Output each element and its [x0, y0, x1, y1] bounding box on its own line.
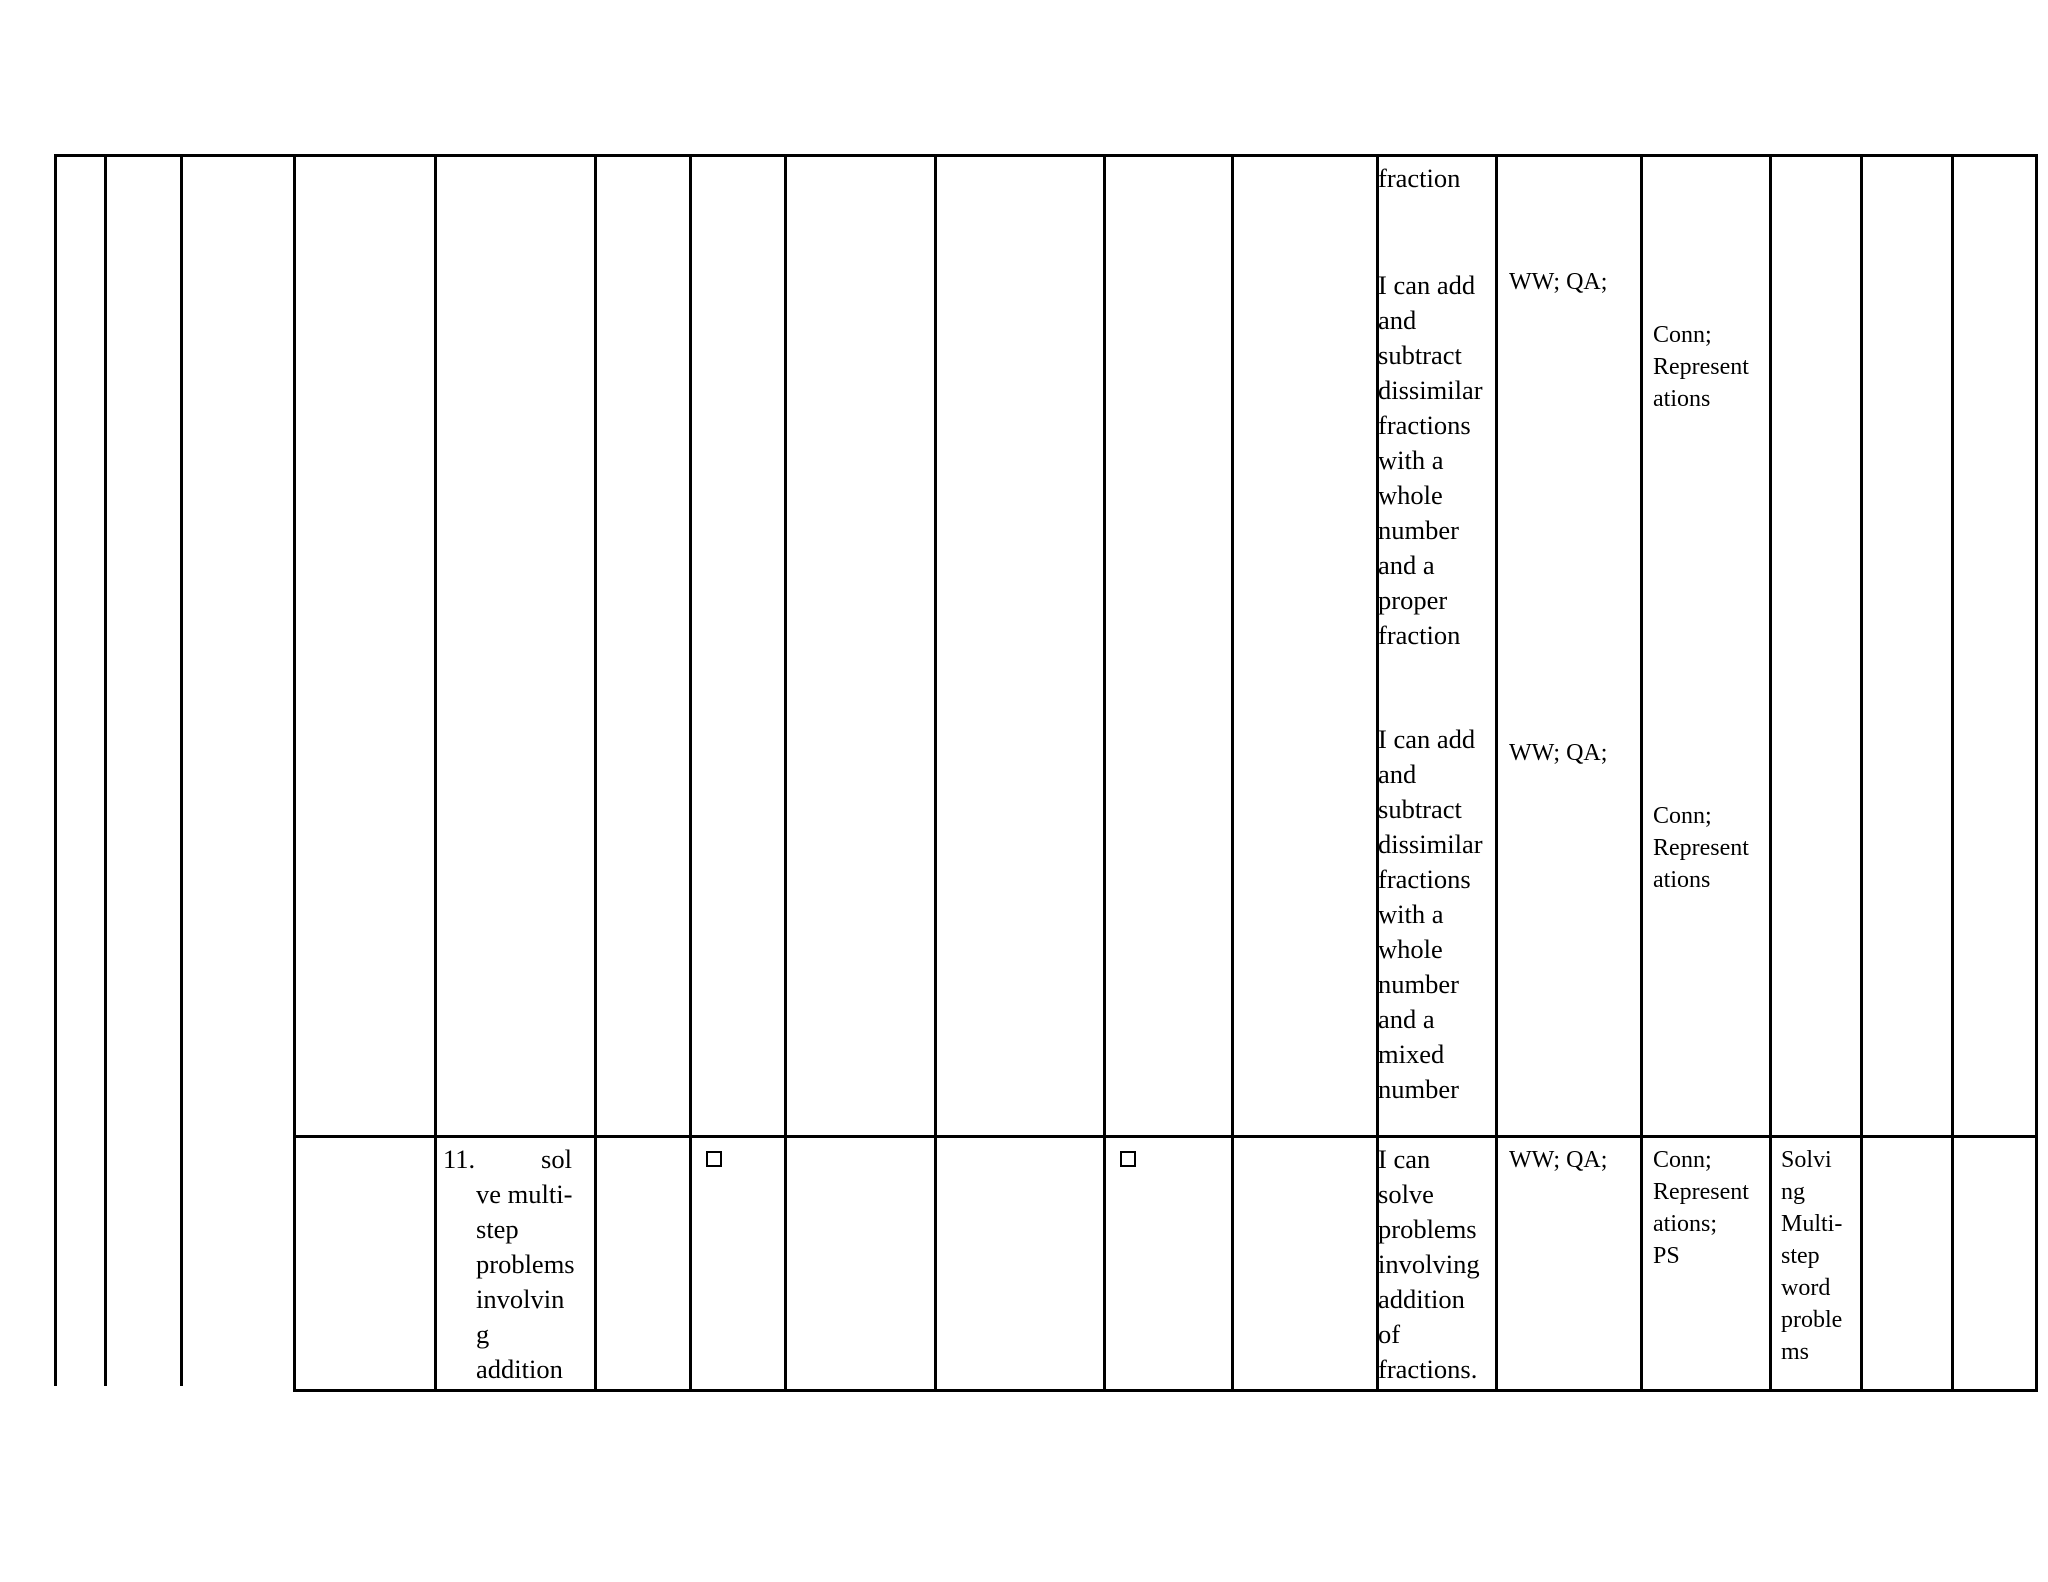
col-line-16: [1860, 154, 1863, 1392]
col-line-1: [54, 154, 57, 1386]
col-line-13: [1495, 154, 1498, 1392]
col-line-10: [1103, 154, 1106, 1392]
col-line-6: [594, 154, 597, 1392]
col-line-7: [689, 154, 692, 1392]
col-line-15: [1769, 154, 1772, 1392]
assessment-cell-text-2: WW; QA;: [1509, 269, 1608, 295]
checkbox-2[interactable]: [1120, 1151, 1136, 1167]
objective-cell-text-4: I can solve problems involving addition of fractions.: [1378, 1144, 1480, 1384]
col-line-17: [1951, 154, 1954, 1392]
col-line-4: [293, 154, 296, 1392]
table-top-border: [54, 154, 2038, 157]
skills-cell-text-2: Conn; Represent ations: [1653, 322, 1749, 412]
assessment-cell-text-3: WW; QA;: [1509, 740, 1608, 766]
lesson-cell-text: Solvi ng Multi- step word proble ms: [1781, 1147, 1843, 1365]
competency-text: ve multi- step problems involvin g addition: [476, 1179, 575, 1384]
competency-first-fragment: sol: [541, 1144, 572, 1174]
assessment-cell-text-4: WW; QA;: [1509, 1147, 1608, 1173]
objective-cell-text-3: I can add and subtract dissimilar fractions with a whole number and a mixed number: [1378, 724, 1483, 1104]
col-line-14: [1640, 154, 1643, 1392]
checkbox-1[interactable]: [706, 1151, 722, 1167]
col-line-18: [2035, 154, 2038, 1392]
col-line-9: [934, 154, 937, 1392]
competency-number: 11.: [443, 1144, 476, 1174]
objective-cell-text-2: I can add and subtract dissimilar fractions with a whole number and a proper fraction: [1378, 270, 1483, 650]
row-divider: [293, 1135, 2038, 1138]
table-bottom-border: [293, 1389, 2038, 1392]
col-line-8: [784, 154, 787, 1392]
objective-cell-text-1: fraction: [1378, 163, 1461, 193]
skills-cell-text-4: Conn; Represent ations; PS: [1653, 1147, 1749, 1269]
col-line-11: [1231, 154, 1234, 1392]
skills-cell-text-3: Conn; Represent ations: [1653, 803, 1749, 893]
col-line-3: [180, 154, 183, 1386]
col-line-2: [104, 154, 107, 1386]
col-line-5: [434, 154, 437, 1392]
